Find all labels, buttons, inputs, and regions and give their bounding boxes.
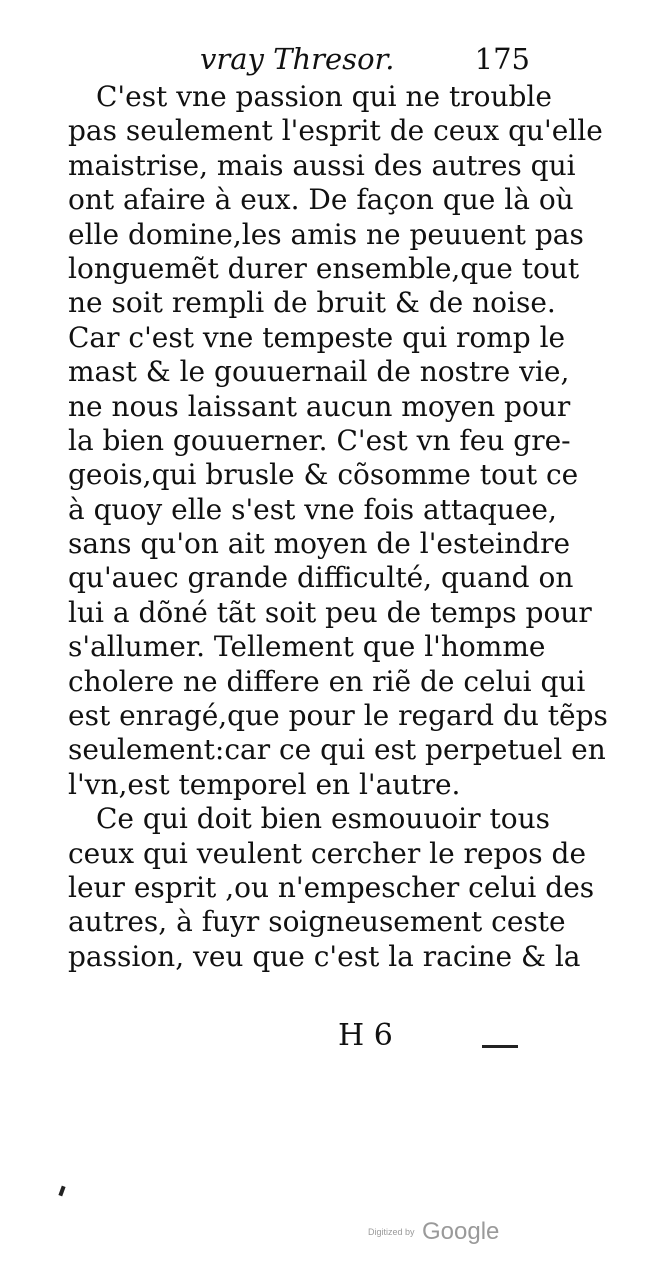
ink-speck [58,1186,65,1197]
watermark-brand: Google [421,1218,500,1245]
digitization-watermark [368,1218,499,1246]
text-line: Car c'est vne tempeste qui romp le [68,320,566,354]
text-line: l'vn,est temporel en l'autre. [68,767,461,801]
text-line: cholere ne differe en riẽ de celui qui [68,664,586,698]
page-number: 175 [474,42,530,76]
text-line: ont afaire à eux. De façon que là où [68,183,574,217]
body-text [68,80,608,974]
text-line: leur esprit ,ou n'empescher celui des [68,870,595,904]
text-line: longuemẽt durer ensemble,que tout [68,251,580,285]
paragraph-1 [68,80,608,802]
text-line: sans qu'on ait moyen de l'esteindre [68,527,571,561]
watermark-prefix: Digitized by [368,1227,415,1237]
ink-mark [482,1045,518,1048]
text-line: geois,qui brusle & cõsomme tout ce [68,458,579,492]
text-line: pas seulement l'esprit de ceux qu'elle [68,114,603,148]
running-head [200,42,530,82]
text-line: lui a dõné tãt soit peu de temps pour [68,595,592,629]
text-line: ne soit rempli de bruit & de noise. [68,286,556,320]
text-line: à quoy elle s'est vne fois attaquee, [68,492,557,526]
text-line: mast & le gouuernail de nostre vie, [68,355,570,389]
text-line: qu'auec grande difficulté, quand on [68,561,574,595]
text-line: ceux qui veulent cercher le repos de [68,836,587,870]
text-line: elle domine,les amis ne peuuent pas [68,217,584,251]
text-line: seulement:car ce qui est perpetuel en [68,733,606,767]
text-line: s'allumer. Tellement que l'homme [68,630,546,664]
text-line: ne nous laissant aucun moyen pour [68,389,571,423]
text-line: Ce qui doit bien esmouuoir tous [96,802,551,836]
text-line: passion, veu que c'est la racine & la [68,939,581,973]
text-line: C'est vne passion qui ne trouble [96,80,552,113]
text-line: est enragé,que pour le regard du tẽps [68,699,608,733]
signature-mark: H 6 [338,1018,393,1053]
text-line: la bien gouuerner. C'est vn feu gre- [68,423,571,457]
paragraph-2 [68,802,595,974]
text-line: autres, à fuyr soigneusement ceste [68,905,566,939]
text-line: maistrise, mais aussi des autres qui [68,148,576,182]
running-title: vray Thresor. [200,42,395,76]
